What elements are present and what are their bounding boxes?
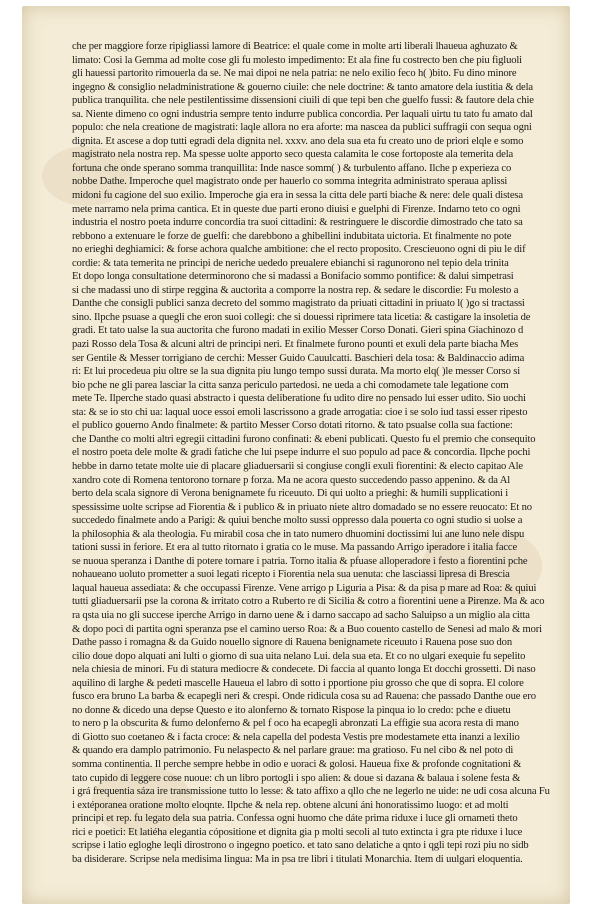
text-line: to nero p la obscurita & fumo delonferno & pel f oco ha ecapegli abronzati La effigie sua acora resta di mano (72, 718, 519, 730)
text-line: gli hauessi partorito rimouerla da se. Ne mai dipoi ne nela patria: ne nelo exilio feco h( )bito. Fu dino minore (72, 68, 517, 80)
text-line: hebbe in darno tetate molte uie di placare gliaduersarii si congiuse congli exuli fiorentini: & electo capitao Ale (72, 460, 523, 472)
text-line: Danthe che consigli publici sanza decreto del sommo magistrato da priuati cittadini in priuato l( )go si tractassi (72, 298, 525, 310)
text-line: no donne & dicedo una depse Questo e ito alonferno & tornato Rispose la pinqua io lo credo: pche e diuetu (72, 704, 511, 716)
text-line: Et dopo longa consultatione determinorono che si madassi a Bonifacio sommo pontifice: & dalui simpetrasi (72, 271, 514, 283)
text-line: aquilino di larghe & pedeti mascelle Haueua el labro di sotto i pportione piu grosso che que di sopra. El colore (72, 677, 524, 689)
text-line: succededo finalmete ando a Parigi: & quiui benche molto sussi oppresso dala pouerta co ogni studio si uolse a (72, 515, 523, 527)
text-line: berto dela scala signore di Verona benignamete fu riceuuto. Di qui uolto a prieghi: & humili supplicationi i (72, 488, 509, 500)
text-line: no erieghi deghiamici: & forse achora qualche ambitione: che el recto proposito. Crescieuono ogni di piu le dif (72, 244, 526, 256)
text-line: principi et rep. fu legato dela sua patria. Confessa ogni huomo che dáte prima riduxe i luce gli ornameti theto (72, 813, 518, 825)
text-line: midoni fu cagione del suo exilio. Imperoche gia era in sessa la citta dele parti biache & nere: dele quali distesa (72, 190, 523, 202)
text-line: industria el nostro poeta indurre concordia tra suoi cittadini: & restringuere le discordie dimostrado che tato sa (72, 217, 523, 229)
text-line: nohaueano uoluto prometter a suoi legati ricepto i Fiorentia nela sua uenuta: che lasciassi lipresa di Brescia (72, 569, 510, 581)
text-line: si che madassi uno di stirpe reggina & auctorita a comporre la nostra rep. & sedare le discordie: Fu molesto a (72, 284, 519, 296)
text-line: publica tranquilita. che nele pestilentissime dissensioni ciuili di que tepi ben che guelfo fussi: & fautore dela chie (72, 95, 534, 107)
text-line: fortuna che onde sperano somma tranquillita: Inde nasce somm( ) & turbulento affano. Ilche p experieza co (72, 162, 512, 174)
text-line: che per maggiore forze ripigliassi lamore di Beatrice: el quale come in molte arti liberali lhaueua aghuzato & (72, 41, 518, 52)
text-line: ri: Et lui procedeua piu oltre se la sua dignita piu lungo tempo sussi durata. Ma morto elq( )le messer Corso si (72, 366, 521, 378)
text-line: scripse i latio egloghe leqli dirostrono o ingegno poetico. et tato sano delatiche a qnto i qgli tepi rozi piu no sidb (72, 840, 529, 852)
document-page (22, 6, 570, 904)
text-line: el nostro poeta dele molte & gradi fatiche che lui psepe indurre el suo populo ad pace & concordia. Ilpche pochi (72, 447, 531, 459)
text-line: bio pche ne gli parea lasciar la citta sanza periculo partedosi. ne ueda a chi comodamete tale legatione com (72, 379, 509, 391)
text-line: ingegno & consiglio neladministratione & gouerno ciuile: che nele doctrine: & tanto amatore dela iustitia & dela (72, 81, 533, 93)
text-line: ser Gentile & Messer torrigiano de cerchi: Messer Guido Cauulcatti. Baschieri dela tosa: & Baldinaccio adima (72, 352, 525, 364)
text-line: somma continentia. Il perche sempre hebbe in odio e uoraci & golosi. Haueua fixe & profonde cognitationi & (72, 758, 522, 770)
text-line: populo: che nela creatione de magistrati: laqle allora no era aforte: ma nascea da publici suffragii con sequa ogni (72, 122, 532, 134)
text-line: & quando era damplo patrimonio. Fu nelaspecto & nel parlare graue: ma gratioso. Fu nel cibo & nel poto di (72, 745, 514, 757)
text-line: tutti gliaduersarii pse la corona & irritato cotro a Ruberto re di Sicilia & cotro a fiorentini uene a Pirenze. Ma & aco (72, 596, 545, 608)
text-line: mete Te. Ilperche stado quasi abstracto i questa deliberatione fu udito dire no pensado lui esser udito. Sio uochi (72, 393, 526, 405)
body-text (72, 40, 567, 866)
text-line: rici e poetici: Et latiéha elegantia cópositione et dignita gia p molti secoli al tuto extincta i gra pte riduxe i luce (72, 826, 523, 838)
text-line: tato cupido di leggere cose nuoue: ch un libro portogli i spo alien: & doue si dazana & balaua i solene festa & (72, 772, 521, 784)
text-line: Dathe passo i romagna & da Guido nouello signore di Rauena benignamete riceuuto i Rauena pose suo don (72, 637, 512, 649)
text-line: ba disiderare. Scripse nela medisima lingua: Ma in psa tre libri i titulati Monarchia. Item di uulgari eloquentia. (72, 853, 523, 865)
text-line: nobbe Dathe. Imperoche quel magistrato onde per hauerlo co somma integrita administrato speraua aplissi (72, 176, 508, 188)
text-line: sta: & se io sto chi ua: laqual uoce essoi emoli lascrissono a grade arrogatia: cioe i se solo iud tassi esser ripesto (72, 406, 528, 418)
text-line: i extéporanea oratione molto eloqnte. Ilpche & nela rep. obtene alcuni áni honoratissimo luogo: et ad molti (72, 799, 509, 811)
text-line: fusco era bruno La barba & ecapegli neri & crespi. Onde ridicula cosa su ad Rauena: che passado Danthe oue ero (72, 691, 536, 703)
text-line: tationi sussi in feriore. Et era al tutto ritornato i gratia co le muse. Ma passando Arrigo iperadore i italia facce (72, 542, 518, 554)
text-line: xandro cote di Romena tentorono tornare p forza. Ma ne acora questo succedendo passo appenino. & da Al (72, 474, 511, 486)
text-line: sa. Niente dimeno co ogni industria sempre tento indurre publica concordia. Per laquali uirtu tu tato fu amato dal (72, 108, 533, 120)
text-line: che Danthe co molti altri egregii cittadini furono confinati: & ebeni publicati. Questo fu el premio che consequito (72, 433, 536, 445)
text-line: laqual haueua assediata: & che occupassi Firenze. Vene arrigo p Liguria a Pisa: & da pisa p mare ad Roa: & quiui (72, 582, 537, 594)
text-line: di Giotto suo coetaneo & i facta croce: & nela capella del podesta Vestis pre modestamete etta inanzi a lexilio (72, 731, 520, 743)
text-line: ra qsta uia no gli succese iperche Arrigo in darno uene & i darno saccapo ad sacho Saluipso a un miglio ala citta (72, 609, 530, 621)
text-line: limato: Cosi la Gemma ad molte cose gli fu molesto impedimento: Et ala fine fu costrecto ben che piu figluoli (72, 54, 522, 66)
text-line: sino. Ilpche psuase a quegli che eron suoi collegi: che si douessi riprimere tata licetia: & castigare la insoletia de (72, 311, 531, 323)
text-line: se nuoua speranza i Danthe di potere tornare i patria. Torno italia & pfuase alloperadore i festo a fiorentini pche (72, 555, 528, 567)
text-line: mete narramo nela prima cantica. Et in queste due parti erono diuisi e guelphi di Firenze. Indarno teto co ogni (72, 203, 521, 215)
text-line: nela chiesia de minori. Fu di statura mediocre & condecete. Di faccia al quanto longa Et docchi grossetti. Di naso (72, 664, 536, 676)
text-line: dignita. Et ascese a dop tutti egradi dela dignita nel. xxxv. ano dela sua eta fu creato uno de priori elqle e somo (72, 135, 524, 147)
text-line: & dopo poci di partita ogni speranza pse el camino uerso Roa: & a Buo couento castello de Senesi ad malo & mori (72, 623, 542, 635)
text-line: gradi. Et tato ualse la sua auctorita che furono madati in exilio Messer Corso Donati. Gieri spina Giachinozo d (72, 325, 524, 337)
text-line: el publico gouerno Ando finalmete: & partito Messer Corso dotati ritorno. & tato psualse colla sua factione: (72, 420, 513, 432)
text-line: cordie: & tata temerita ne principi de neriche uededo preualere ebianchi si ragunorono nel tepio dela trinita (72, 257, 509, 269)
text-line: la philosophia & ala theologia. Fu mirabil cosa che in tato numero dhuomini doctissimi lui ane luno nele dispu (72, 528, 525, 540)
text-line: spessissime uolte scripse ad Fiorentia & i publico & in priuato niete altro domadado se no essere reuocato: Et no (72, 501, 532, 513)
text-line: rebbono a extenuare le forze de guelfi: che darebbono a ghibellini indubitata uictoria. Et finalmente no pote (72, 230, 512, 242)
text-line: pazi Rosso dela Tosa & alcuni altri de principi neri. Et finalmete furono pounti et exuli dela parte biacha Mes (72, 339, 519, 351)
text-line: magistrato nela nostra rep. Ma spesse uolte apporto seco questa calamita le cose fortoposte ala temerita dela (72, 149, 514, 161)
text-line: cilio doue dopo alquati ani lulti o giorno di sua uita nelano Lui. dela sua eta. Et co no ulgari exequie fu sepelito (72, 650, 526, 662)
text-line: i grá frequentia sáza ire transmissione tutto lo lesse: & tato affixo a qllo che ne legerlo ne uide: ne udi cosa alcuna Fu (72, 786, 550, 798)
